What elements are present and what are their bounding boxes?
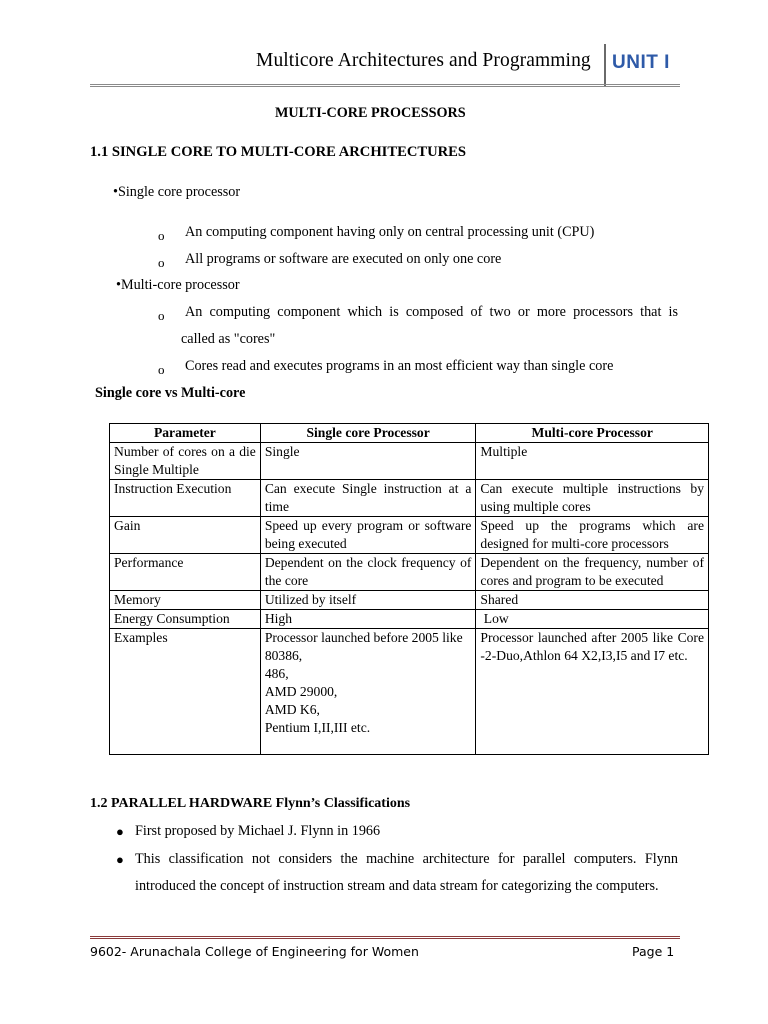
circle-bullet-icon: o (158, 308, 165, 323)
table-cell: Number of cores on a die Single Multiple (110, 443, 261, 480)
table-row (110, 629, 709, 755)
table-header-cell: Single core Processor (260, 424, 476, 443)
table-cell: Processor launched after 2005 like Core -2-Duo,Athlon 64 X2,I3,I5 and I7 etc. (476, 629, 709, 755)
table-cell: Low (476, 610, 709, 629)
flynn-point: This classification not considers the machine architecture for parallel computers. Flynn introduced the concept of instruction stream and data stream for categorizing the computers. (135, 851, 678, 894)
unit-label: UNIT I (612, 52, 670, 73)
table-row (110, 591, 709, 610)
multi-core-point: An computing component which is composed of two or more processors that is (185, 304, 678, 320)
table-cell: Single (260, 443, 476, 480)
bullet-icon: ● (116, 852, 124, 867)
table-cell: Can execute Single instruction at a time (260, 480, 476, 517)
section-heading-1-2: 1.2 PARALLEL HARDWARE Flynn’s Classifications (90, 796, 411, 811)
table-row (110, 610, 709, 629)
section-heading-1-1: 1.1 SINGLE CORE TO MULTI-CORE ARCHITECTURES (90, 144, 467, 160)
page-title: MULTI-CORE PROCESSORS (275, 105, 466, 121)
table-cell: Speed up every program or software being executed (260, 517, 476, 554)
page-number: Page 1 (632, 944, 675, 959)
table-header-cell: Parameter (110, 424, 261, 443)
footer-institution: 9602- Arunachala College of Engineering for Women (90, 944, 419, 959)
table-row (110, 480, 709, 517)
table-row (110, 554, 709, 591)
table-cell: Performance (110, 554, 261, 591)
table-cell: Shared (476, 591, 709, 610)
table-cell: Examples (110, 629, 261, 755)
multi-core-label: •Multi-core processor (116, 277, 240, 293)
footer-rule (90, 936, 680, 939)
circle-bullet-icon: o (158, 255, 165, 270)
table-cell: Speed up the programs which are designed for multi-core processors (476, 517, 709, 554)
table-header-row (110, 424, 709, 443)
single-core-label: •Single core processor (113, 184, 241, 200)
table-cell: Dependent on the frequency, number of cores and program to be executed (476, 554, 709, 591)
table-cell: Memory (110, 591, 261, 610)
table-row (110, 517, 709, 554)
single-core-point: All programs or software are executed on only one core (185, 251, 502, 267)
comparison-title: Single core vs Multi-core (95, 385, 246, 401)
table-cell: Multiple (476, 443, 709, 480)
comparison-table (109, 423, 709, 755)
table-cell: Dependent on the clock frequency of the core (260, 554, 476, 591)
table-row (110, 443, 709, 480)
table-cell: Utilized by itself (260, 591, 476, 610)
header-divider (604, 44, 606, 86)
table-cell: Can execute multiple instructions by using multiple cores (476, 480, 709, 517)
table-cell: High (260, 610, 476, 629)
table-cell: Instruction Execution (110, 480, 261, 517)
single-core-point: An computing component having only on central processing unit (CPU) (185, 224, 595, 240)
circle-bullet-icon: o (158, 228, 165, 243)
table-header-cell: Multi-core Processor (476, 424, 709, 443)
header-title: Multicore Architectures and Programming (256, 50, 591, 71)
flynn-point: First proposed by Michael J. Flynn in 1966 (135, 823, 381, 839)
bullet-icon: ● (116, 824, 124, 839)
table-cell: Energy Consumption (110, 610, 261, 629)
table-cell: Processor launched before 2005 like 80386, 486, AMD 29000, AMD K6, Pentium I,II,III etc. (260, 629, 476, 755)
circle-bullet-icon: o (158, 362, 165, 377)
header-rule (90, 84, 680, 87)
table-cell: Gain (110, 517, 261, 554)
multi-core-point: Cores read and executes programs in an most efficient way than single core (185, 358, 614, 374)
multi-core-point-cont: called as "cores" (181, 331, 276, 347)
